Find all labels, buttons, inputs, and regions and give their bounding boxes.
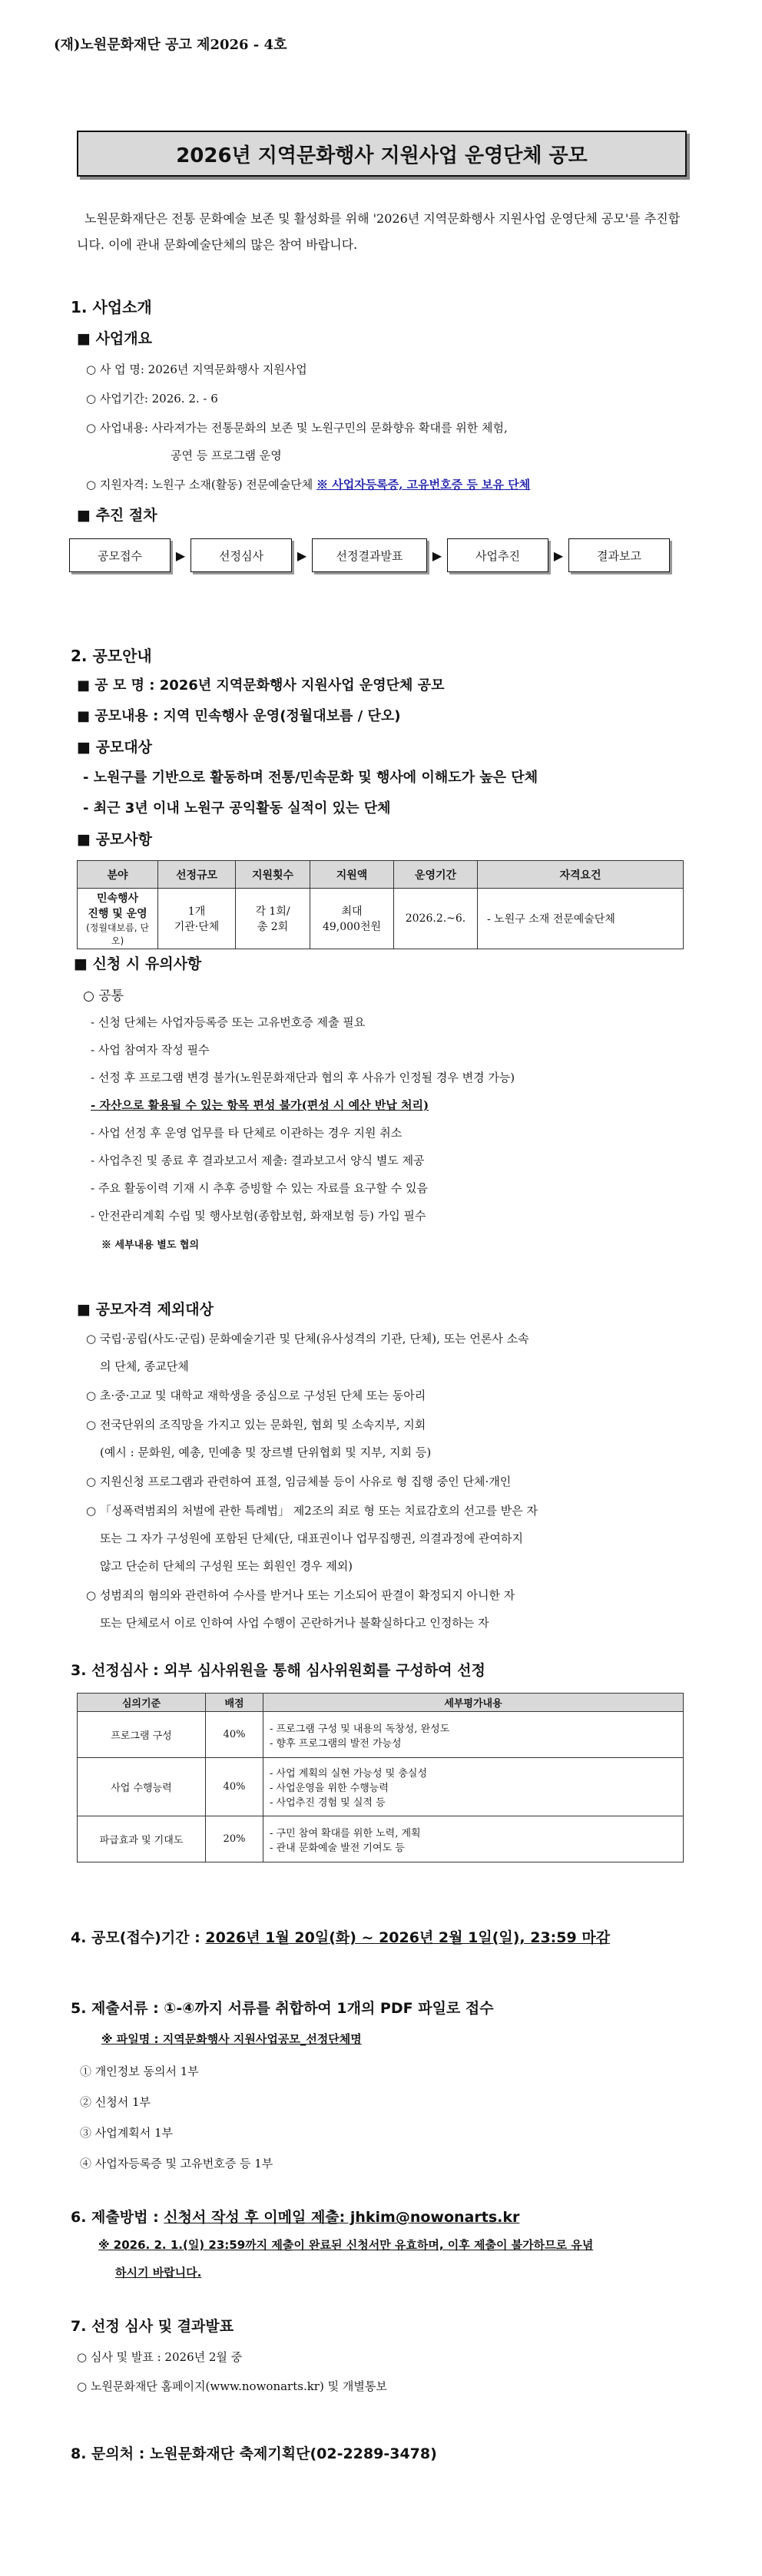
caution-item: - 안전관리계획 수립 및 행사보험(종합보험, 화재보험 등) 가입 필수 [91, 1209, 426, 1223]
eligibility-item [86, 476, 530, 492]
field-line: 민속행사 [96, 892, 139, 905]
overview-item: ○ 사업내용: 사라져가는 전통문화의 보존 및 노원구민의 문화향유 확대를 위한 체험, [86, 421, 508, 435]
exclusion-item: 또는 그 자가 구성원에 포함된 단체(단, 대표권이나 업무집행권, 의결과정에 관여하지 [100, 1531, 523, 1545]
criterion-cell: 사업 수행능력 [78, 1758, 206, 1816]
process-flow [69, 538, 699, 573]
target-item: - 노원구를 기반으로 활동하며 전통/민속문화 및 행사에 이해도가 높은 단체 [83, 770, 538, 786]
process-step: 공모접수 [69, 538, 171, 572]
deadline-note: 하시기 바랍니다. [115, 2266, 202, 2280]
application-period: 2026년 1월 20일(화) ~ 2026년 2월 1일(일), 23:59 마감 [205, 1929, 611, 1946]
process-step: 결과보고 [568, 538, 670, 572]
caution-item: - 사업추진 및 종료 후 결과보고서 제출: 결과보고서 양식 별도 제공 [91, 1154, 425, 1167]
exclusion-item: (예시 : 문화원, 예총, 민예총 및 장르별 단위협회 및 지부, 지회 등) [100, 1445, 432, 1459]
details-cell [263, 1712, 684, 1758]
exclusion-item: ○ 「성폭력범죄의 처벌에 관한 특례법」 제2조의 죄로 형 또는 치료감호의 선고를 받은 자 [86, 1504, 538, 1518]
table-header: 운영기간 [394, 861, 478, 889]
table-cell [236, 889, 310, 949]
overview-item: 공연 등 프로그램 운영 [171, 449, 282, 462]
table-cell [158, 889, 236, 949]
process-step: 사업추진 [447, 538, 548, 572]
section-5-title: 5. 제출서류 : ①-④까지 서류를 취합하여 1개의 PDF 파일로 접수 [71, 2000, 494, 2017]
section-6-label: 6. 제출방법 : [71, 2209, 164, 2226]
exclusion-title: ■ 공모자격 제외대상 [77, 1301, 214, 1318]
target-title: ■ 공모대상 [77, 739, 152, 756]
table-header: 배점 [206, 1694, 263, 1712]
table-cell: 2026.2.~6. [394, 889, 478, 949]
score-cell: 40% [206, 1758, 263, 1816]
section-8-title: 8. 문의처 : 노원문화재단 축제기획단(02-2289-3478) [71, 2445, 437, 2462]
table-cell [310, 889, 394, 949]
criterion-cell: 파급효과 및 기대도 [78, 1816, 206, 1862]
caution-item: - 사업 선정 후 운영 업무를 타 단체로 이관하는 경우 지원 취소 [91, 1126, 403, 1140]
details-cell [263, 1758, 684, 1816]
table-row [78, 1712, 684, 1758]
deadline-note: ※ 2026. 2. 1.(일) 23:59까지 제출이 완료된 신청서만 유효하며, 이후 제출이 불가하므로 유념 [98, 2238, 594, 2252]
exclusion-item: ○ 국립·공립(사도·군립) 문화예술기관 및 단체(유사성격의 기관, 단체), 또는 언론사 소속 [86, 1332, 529, 1346]
document-item: ① 개인정보 동의서 1부 [80, 2064, 199, 2078]
table-row [78, 1758, 684, 1816]
filename-note: ※ 파일명 : 지역문화행사 지원사업공모_선정단체명 [101, 2032, 362, 2046]
overview-title: ■ 사업개요 [77, 330, 152, 347]
amount-line: 49,000천원 [322, 921, 382, 933]
contest-name: ■ 공 모 명 : 2026년 지역문화행사 지원사업 운영단체 공모 [77, 677, 445, 694]
section-3-title: 3. 선정심사 : 외부 심사위원을 통해 심사위원회를 구성하여 선정 [71, 1662, 485, 1679]
exclusion-item: ○ 전국단위의 조직망을 가지고 있는 문화원, 협회 및 소속지부, 지회 [86, 1418, 426, 1432]
section-7-title: 7. 선정 심사 및 결과발표 [71, 2318, 234, 2335]
table-cell: - 노원구 소재 전문예술단체 [478, 889, 684, 949]
table-header: 자격요건 [478, 861, 684, 889]
score-cell: 20% [206, 1816, 263, 1862]
exclusion-item: 또는 단체로서 이로 인하여 사업 수행이 곤란하거나 불확실하다고 인정하는 자 [100, 1616, 489, 1630]
process-step: 선정심사 [190, 538, 292, 572]
overview-item: ○ 사 업 명: 2026년 지역문화행사 지원사업 [86, 363, 307, 376]
target-item: - 최근 3년 이내 노원구 공익활동 실적이 있는 단체 [83, 800, 391, 816]
contest-content: ■ 공모내용 : 지역 민속행사 운영(정월대보름 / 단오) [77, 708, 401, 724]
section-4-label: 4. 공모(접수)기간 : [71, 1929, 206, 1946]
contest-detail-table [77, 860, 684, 949]
scale-line: 1개 [187, 906, 206, 918]
exclusion-item: ○ 지원신청 프로그램과 관련하여 표절, 임금체불 등이 사유로 형 집행 중인 단체·개인 [86, 1475, 512, 1488]
detail-line: - 프로그램 구성 및 내용의 독창성, 완성도 [270, 1723, 450, 1735]
caution-item: - 사업 참여자 작성 필수 [91, 1043, 210, 1057]
details-cell [263, 1816, 684, 1862]
page-title: 2026년 지역문화행사 지원사업 운영단체 공모 [77, 131, 687, 177]
section-6-title [71, 2206, 519, 2227]
table-header: 세부평가내용 [263, 1694, 684, 1712]
common-label: ○ 공통 [83, 988, 124, 1004]
evaluation-table [77, 1693, 684, 1862]
caution-item: - 선정 후 프로그램 변경 불가(노원문화재단과 협의 후 사유가 인정될 경우 변경 가능) [91, 1071, 515, 1084]
arrow-right-icon: ▶ [175, 548, 186, 563]
detail-note: ※ 세부내용 별도 협의 [101, 1240, 200, 1251]
detail-line: - 사업운영을 위한 수행능력 [270, 1783, 389, 1794]
arrow-right-icon: ▶ [553, 548, 564, 563]
announcement-item: ○ 심사 및 발표 : 2026년 2월 중 [77, 2350, 243, 2364]
detail-line: - 사업 계획의 실현 가능성 및 충실성 [270, 1768, 427, 1780]
document-item: ④ 사업자등록증 및 고유번호증 등 1부 [80, 2157, 273, 2170]
detail-title: ■ 공모사항 [77, 831, 152, 848]
overview-item: ○ 사업기간: 2026. 2. - 6 [86, 392, 218, 406]
notice-number: (재)노원문화재단 공고 제2026 - 4호 [54, 37, 287, 53]
document-item: ② 신청서 1부 [80, 2095, 151, 2109]
exclusion-item: 의 단체, 종교단체 [100, 1359, 189, 1373]
detail-line: - 구민 참여 확대를 위한 노력, 계획 [270, 1827, 421, 1839]
amount-line: 최대 [341, 906, 363, 918]
arrow-right-icon: ▶ [297, 548, 307, 563]
field-line: (정월대보름, 단오) [86, 922, 149, 946]
intro-paragraph: 노원문화재단은 전통 문화예술 보존 및 활성화를 위해 '2026년 지역문화행사 지원사업 운영단체 공모'를 추진합니다. 이에 관내 문화예술단체의 많은 참여 바랍니다. [77, 211, 681, 252]
field-line: 진행 및 운영 [88, 908, 147, 920]
caution-item: - 신청 단체는 사업자등록증 또는 고유번호증 제출 필요 [91, 1015, 366, 1029]
process-title: ■ 추진 절차 [77, 507, 157, 524]
criterion-cell: 프로그램 구성 [78, 1712, 206, 1758]
caution-item: - 자산으로 활용될 수 있는 항목 편성 불가(편성 시 예산 반납 처리) [91, 1098, 429, 1112]
detail-line: - 관내 문화예술 발전 기여도 등 [270, 1842, 405, 1854]
detail-line: - 사업추진 경험 및 실적 등 [270, 1797, 386, 1809]
detail-line: - 향후 프로그램의 발전 가능성 [270, 1737, 402, 1750]
count-line: 각 1회/ [255, 906, 290, 918]
table-header: 분야 [78, 861, 158, 889]
exclusion-item: 않고 단순히 단체의 구성원 또는 회원인 경우 제외) [100, 1559, 353, 1573]
table-header: 지원횟수 [236, 861, 310, 889]
section-4-title [71, 1926, 610, 1947]
score-cell: 40% [206, 1712, 263, 1758]
table-header: 지원액 [310, 861, 394, 889]
table-row [78, 1816, 684, 1862]
scale-line: 기관·단체 [174, 921, 220, 933]
exclusion-item: ○ 초·중·고교 및 대학교 재학생을 중심으로 구성된 단체 또는 동아리 [86, 1389, 426, 1402]
section-2-title: 2. 공모안내 [71, 647, 152, 665]
cautions-title: ■ 신청 시 유의사항 [74, 955, 202, 972]
eligibility-text: ○ 지원자격: 노원구 소재(활동) 전문예술단체 [86, 478, 313, 492]
table-header: 선정규모 [158, 861, 236, 889]
count-line: 총 2회 [257, 921, 289, 933]
announcement-item: ○ 노원문화재단 홈페이지(www.nowonarts.kr) 및 개별통보 [77, 2379, 387, 2393]
table-cell [78, 889, 158, 949]
table-row [78, 889, 684, 949]
eligibility-note: ※ 사업자등록증, 고유번호증 등 보유 단체 [316, 478, 531, 492]
process-step: 선정결과발표 [312, 538, 427, 572]
submission-method: 신청서 작성 후 이메일 제출: jhkim@nowonarts.kr [164, 2209, 520, 2226]
exclusion-item: ○ 성범죄의 혐의와 관련하여 수사를 받거나 또는 기소되어 판결이 확정되지 아니한 자 [86, 1588, 515, 1602]
table-header: 심의기준 [78, 1694, 206, 1712]
section-1-title: 1. 사업소개 [71, 298, 152, 316]
caution-item: - 주요 활동이력 기재 시 추후 증빙할 수 있는 자료를 요구할 수 있음 [91, 1181, 429, 1195]
document-item: ③ 사업계획서 1부 [80, 2126, 174, 2140]
arrow-right-icon: ▶ [432, 548, 442, 563]
